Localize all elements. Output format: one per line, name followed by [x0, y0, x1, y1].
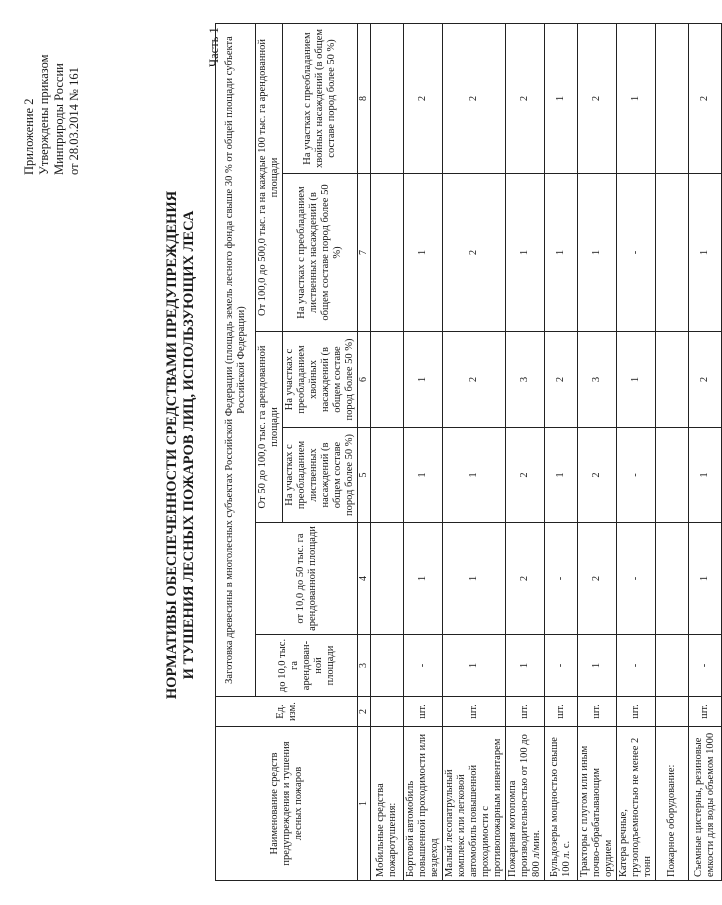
- row-value: [656, 332, 689, 428]
- row-value: 2: [689, 332, 722, 428]
- approval-appendix: Приложение 2: [22, 98, 36, 175]
- header-unit: Ед. изм.: [216, 697, 358, 727]
- row-value: 1: [404, 428, 443, 523]
- approval-ministry: Минприроды России: [52, 63, 66, 175]
- row-value: [656, 523, 689, 635]
- row-unit: [371, 697, 404, 727]
- row-unit: шт.: [404, 697, 443, 727]
- row-value: 1: [404, 523, 443, 635]
- row-value: 1: [545, 428, 578, 523]
- column-index: 1: [358, 727, 371, 881]
- row-unit: шт.: [617, 697, 656, 727]
- row-name: Малый лесопатрульный комплекс или легковой автомобиль повышенной проходимости с противопожарным инвентарем: [443, 727, 506, 881]
- page-title: [164, 95, 198, 795]
- row-value: -: [617, 635, 656, 697]
- header-col-4: от 10,0 до 50 тыс. га арендованной площади: [256, 523, 358, 635]
- row-value: [371, 428, 404, 523]
- column-index: 6: [358, 332, 371, 428]
- row-value: 1: [545, 174, 578, 332]
- table-row: [371, 23, 404, 880]
- row-name: Съемные цистерны, резиновые емкости для воды объемом 1000: [689, 727, 722, 881]
- row-value: 2: [578, 523, 617, 635]
- column-index: 4: [358, 523, 371, 635]
- row-value: 1: [443, 635, 506, 697]
- row-value: 1: [443, 523, 506, 635]
- row-value: 2: [443, 332, 506, 428]
- norms-table: [215, 23, 722, 881]
- header-group: Заготовка древесины в многолесных субъектах Российской Федерации (площадь земель лесного фонда свыше 30 % от общей площади субъекта Российской Федерации): [216, 23, 256, 696]
- row-value: 1: [545, 23, 578, 173]
- row-value: 2: [404, 23, 443, 173]
- row-name: Мобильные средства пожаротушения:: [371, 727, 404, 881]
- row-value: [371, 23, 404, 173]
- part-label: Часть 1: [207, 27, 221, 67]
- column-index: 8: [358, 23, 371, 173]
- row-name: Пожарное оборудование:: [656, 727, 689, 881]
- row-value: [656, 23, 689, 173]
- column-index: 2: [358, 697, 371, 727]
- row-unit: шт.: [545, 697, 578, 727]
- column-index: 5: [358, 428, 371, 523]
- row-value: 2: [578, 23, 617, 173]
- title-line-2: И ТУШЕНИЯ ЛЕСНЫХ ПОЖАРОВ ЛИЦ, ИСПОЛЬЗУЮЩИХ ЛЕСА: [181, 210, 197, 680]
- row-unit: шт.: [443, 697, 506, 727]
- row-unit: шт.: [578, 697, 617, 727]
- table-row: [656, 23, 689, 880]
- row-name: Пожарная мотопомпа производительностью от 100 до 800 л/мин.: [506, 727, 545, 881]
- table-row: [545, 23, 578, 880]
- table-row: [506, 23, 545, 880]
- row-value: 2: [689, 23, 722, 173]
- row-value: [656, 635, 689, 697]
- row-value: 1: [689, 523, 722, 635]
- header-col-5-6: От 50 до 100,0 тыс. га арендованной площади: [256, 332, 283, 523]
- row-name: Тракторы с плугом или иным почво-обрабатывающим орудием: [578, 727, 617, 881]
- row-unit: [656, 697, 689, 727]
- column-index-row: [358, 23, 371, 880]
- row-value: -: [545, 523, 578, 635]
- table-row: [617, 23, 656, 880]
- column-index: 7: [358, 174, 371, 332]
- row-value: 1: [506, 635, 545, 697]
- row-value: [371, 332, 404, 428]
- table-row: [689, 23, 722, 880]
- row-value: [371, 174, 404, 332]
- row-value: 2: [443, 174, 506, 332]
- row-value: 1: [404, 174, 443, 332]
- title-line-1: НОРМАТИВЫ ОБЕСПЕЧЕННОСТИ СРЕДСТВАМИ ПРЕДУПРЕЖДЕНИЯ: [164, 190, 180, 700]
- table-row: [578, 23, 617, 880]
- header-name: Наименование средств предупреждения и тушения лесных пожаров: [216, 727, 358, 881]
- approval-order-date: от 28.03.2014 № 161: [67, 67, 81, 175]
- row-value: 2: [578, 428, 617, 523]
- header-col-5: На участках с преобладанием лиственных насаждений (в общем составе пород более 50 %): [283, 428, 358, 523]
- row-value: 1: [404, 332, 443, 428]
- row-name: Бульдозеры мощностью свыше 100 л. с.: [545, 727, 578, 881]
- approval-approved-by: Утверждены приказом: [37, 54, 51, 175]
- row-name: Бортовой автомобиль повышенной проходимости или вездеход: [404, 727, 443, 881]
- row-value: [371, 523, 404, 635]
- table-row: [404, 23, 443, 880]
- row-value: 3: [578, 332, 617, 428]
- header-col-7: На участках с преобладанием лиственных насаждений (в общем составе пород более 50 %): [283, 174, 358, 332]
- row-value: 3: [506, 332, 545, 428]
- header-col-3: до 10,0 тыс. га арендован-ной площади: [256, 635, 358, 697]
- row-name: Катера речные, грузоподъемностью не менее 2 тонн: [617, 727, 656, 881]
- row-value: -: [689, 635, 722, 697]
- row-value: 1: [617, 332, 656, 428]
- table-row: [443, 23, 506, 880]
- header-col-8: На участках с преобладанием хвойных насаждений (в общем составе пород более 50 %): [283, 23, 358, 173]
- row-value: -: [617, 523, 656, 635]
- row-value: 2: [443, 23, 506, 173]
- row-value: 2: [545, 332, 578, 428]
- row-value: 1: [689, 428, 722, 523]
- row-value: [656, 428, 689, 523]
- row-value: 1: [578, 635, 617, 697]
- approval-block: [22, 0, 82, 175]
- row-value: 1: [506, 174, 545, 332]
- row-value: [656, 174, 689, 332]
- row-value: 1: [578, 174, 617, 332]
- row-unit: шт.: [506, 697, 545, 727]
- row-value: -: [545, 635, 578, 697]
- header-col-7-8: От 100,0 до 500,0 тыс. га на каждые 100 тыс. га арендованной площади: [256, 23, 283, 331]
- column-index: 3: [358, 635, 371, 697]
- row-value: [371, 635, 404, 697]
- row-value: 1: [689, 174, 722, 332]
- row-unit: шт.: [689, 697, 722, 727]
- row-value: -: [617, 428, 656, 523]
- row-value: -: [404, 635, 443, 697]
- header-col-6: На участках с преобладанием хвойных насаждений (в общем составе пород более 50 %): [283, 332, 358, 428]
- row-value: 2: [506, 523, 545, 635]
- row-value: 1: [443, 428, 506, 523]
- row-value: 2: [506, 23, 545, 173]
- row-value: 1: [617, 23, 656, 173]
- row-value: -: [617, 174, 656, 332]
- row-value: 2: [506, 428, 545, 523]
